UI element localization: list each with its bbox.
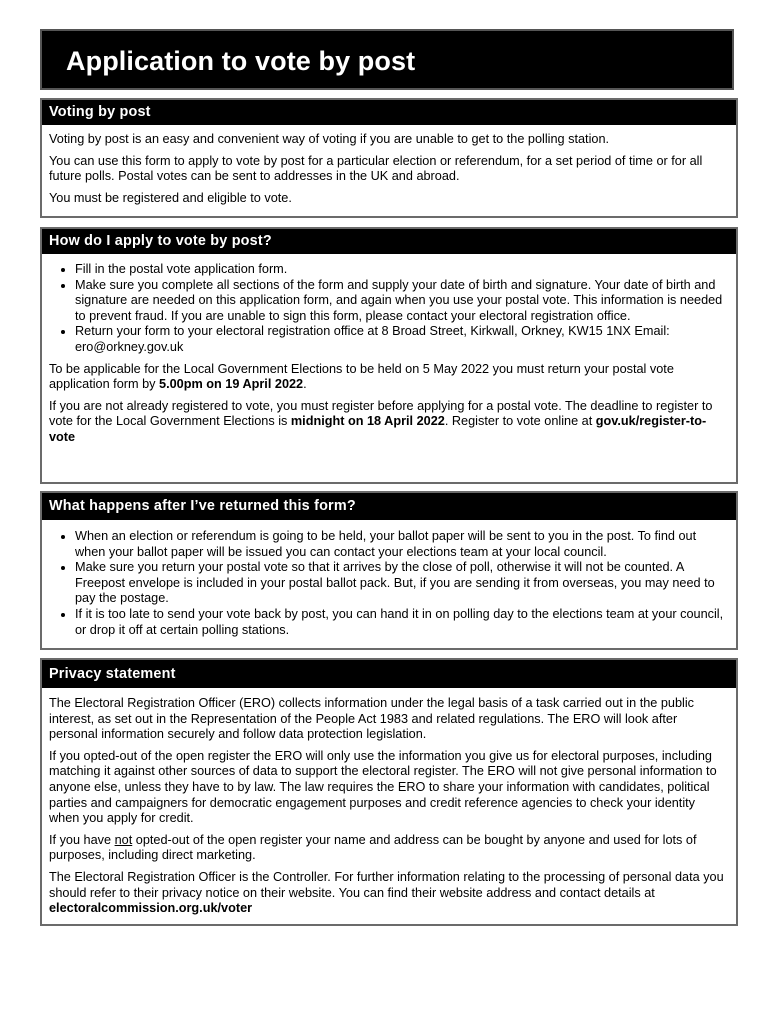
text: opted-out of the open register your name and address can be bought by anyone and used for lots of purposes, including direct marketing. — [49, 832, 697, 863]
list-item: • When an election or referendum is going to be held, your ballot paper will be sent to you in the post. To find out when your ballot paper will be issued you can contact your elections team at your local council. — [75, 529, 728, 560]
list-item: • Make sure you return your postal vote so that it arrives by the close of poll, otherwise it will not be counted. A Freepost envelope is included in your postal ballot pack. But, if you are sending it from overseas, you may need to pay the postage. — [75, 560, 728, 607]
section-heading: What happens after I’ve returned this form? — [42, 493, 736, 520]
list-item: • If it is too late to send your vote back by post, you can hand it in on polling day to the elections team at your council, or drop it off at certain polling stations. — [75, 607, 728, 638]
bullet-list — [49, 262, 728, 356]
title-bar — [40, 29, 734, 90]
text: To be applicable for the Local Government Elections to be held on 5 May 2022 you must return your postal vote application form by — [49, 361, 674, 392]
text: . Register to vote online at — [444, 414, 596, 429]
paragraph-open-register — [49, 833, 728, 864]
paragraph-controller — [49, 870, 728, 917]
section-body — [42, 520, 736, 638]
section-heading: Voting by post — [42, 100, 736, 125]
section-voting-by-post — [40, 98, 738, 218]
deadline-date: 5.00pm on 19 April 2022 — [159, 377, 304, 392]
register-deadline: midnight on 18 April 2022 — [290, 414, 445, 429]
paragraph: Voting by post is an easy and convenient way of voting if you are unable to get to the polling station. — [49, 132, 610, 146]
bullet-list — [49, 529, 728, 638]
text: The Electoral Registration Officer is the Controller. For further information relating to the processing of personal data you should refer to their privacy notice on their website. You can find their website address and contact details at — [49, 869, 724, 900]
section-body — [42, 688, 736, 917]
text: . — [303, 377, 307, 392]
paragraph: The Electoral Registration Officer (ERO) collects information under the legal basis of a task carried out in the public interest, as set out in the Representation of the People Act 1983 and related regulations. The ERO will look after personal information securely and follow data protection legislation. — [49, 696, 695, 742]
list-item: • Make sure you complete all sections of the form and supply your date of birth and signature. Your date of birth and signature are needed on this application form, and again when you use your postal vote. This information is needed to prevent fraud. If you are unable to sign this form, please contact your electoral registration office. — [75, 278, 728, 325]
text: If you are not already registered to vote, you must register before applying for a postal vote. The deadline to register to vote for the Local Government Elections is — [49, 398, 713, 429]
paragraph-register — [49, 399, 728, 446]
paragraph: You can use this form to apply to vote by post for a particular election or referendum, for a set period of time or for all future polls. Postal votes can be sent to addresses in the UK and abroad. — [49, 153, 703, 184]
list-item: • Fill in the postal vote application form. — [75, 262, 728, 278]
section-privacy — [40, 658, 738, 926]
page-title: Application to vote by post — [66, 46, 416, 76]
list-item: • Return your form to your electoral registration office at 8 Broad Street, Kirkwall, Orkney, KW15 1NX Email: ero@orkney.gov.uk — [75, 324, 728, 355]
section-body — [42, 125, 736, 206]
register-link[interactable]: gov.uk/register-to-vote — [49, 414, 707, 444]
electoral-commission-link[interactable]: electoralcommission.org.uk/voter — [49, 901, 253, 916]
section-body — [42, 254, 736, 446]
paragraph: If you opted-out of the open register the ERO will only use the information you give us for electoral purposes, including matching it against other sources of data to support the electoral register. The ERO will not give personal information to anyone else, unless they have to by law. The law requires the ERO to share your information with candidates, political parties and campaigners for democratic engagement purposes and credit reference agencies to check your identity when you apply for credit. — [49, 748, 717, 826]
section-heading: How do I apply to vote by post? — [42, 229, 736, 254]
underlined-not: not — [114, 832, 133, 847]
text: If you have — [49, 832, 115, 847]
paragraph: You must be registered and eligible to vote. — [49, 190, 292, 205]
section-how-to-apply — [40, 227, 738, 484]
paragraph-deadline — [49, 362, 728, 393]
section-heading: Privacy statement — [42, 660, 736, 688]
section-after-return — [40, 491, 738, 650]
